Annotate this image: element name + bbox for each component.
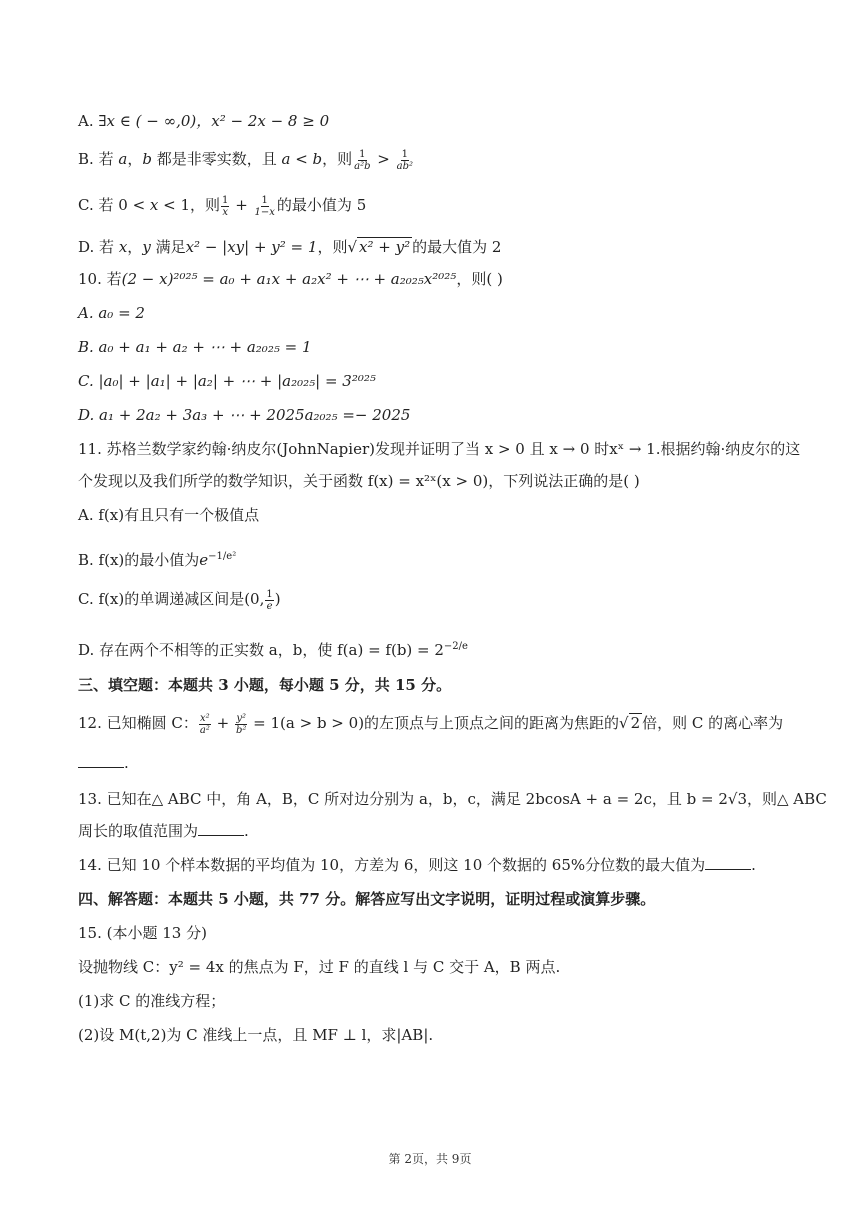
page-footer: 第 2页，共 9页 <box>388 1152 472 1166</box>
q10-option-a: A. a₀ = 2 <box>78 304 145 322</box>
q10-option-d: D. a₁ + 2a₂ + 3a₃ + ⋯ + 2025a₂₀₂₅ =− 2025 <box>78 406 411 424</box>
q11-option-c: C. f(x)的单调递减区间是(0, $\frac{1}{e}$ ) <box>78 588 281 612</box>
q12-stem: 12. 已知椭圆 C： $\frac{\text{x²}}{\text{a²}}$ + $\frac{\text{y²}}{\text{b²}}$ = 1(a > b > 0)的左顶点与上顶点之间的距离为焦距的√ 2 倍，则 C 的离心率为 <box>78 712 784 736</box>
q9-option-b: B. 若 a，b 都是非零实数，且 a < b，则 $\frac{1}{\text{a²b}}$ > $\frac{1}{\text{ab²}}$ <box>78 148 414 172</box>
q13-stem-line2: 周长的取值范围为 . <box>78 822 249 840</box>
fraction: $\frac{\text{x²}}{\text{a²}}$ <box>199 712 210 736</box>
q15-part2: (2)设 M(t,2)为 C 准线上一点，且 MF ⊥ l，求|AB|. <box>78 1026 434 1044</box>
fraction: $\frac{1}{x}$ <box>222 194 229 218</box>
fraction: $\frac{1}{e}$ <box>266 588 273 612</box>
q10-option-c: C. |a₀| + |a₁| + |a₂| + ⋯ + |a₂₀₂₅| = 3²⁰²⁵ <box>78 372 376 390</box>
section-3-heading: 三、填空题：本题共 3 小题，每小题 5 分，共 15 分。 <box>78 676 452 694</box>
q11-stem-line2: 个发现以及我们所学的数学知识，关于函数 f(x) = x²ˣ(x > 0)，下列说法正确的是( ) <box>78 472 640 490</box>
q11-stem-line1: 11. 苏格兰数学家约翰·纳皮尔(JohnNapier)发现并证明了当 x > 0 且 x → 0 时xˣ → 1.根据约翰·纳皮尔的这 <box>78 440 801 458</box>
answer-blank[interactable] <box>78 767 124 768</box>
q11-option-b: B. f(x)的最小值为$e^{-1/e^2}$ <box>78 551 237 569</box>
q9-option-c: C. 若 0 < x < 1，则 $\frac{1}{x}$ + $\frac{1}{1-x}$ 的最小值为 5 <box>78 194 367 218</box>
section-4-heading: 四、解答题：本题共 5 小题，共 77 分。解答应写出文字说明，证明过程或演算步骤。 <box>78 890 656 908</box>
fraction: $\frac{1}{\text{ab²}}$ <box>396 148 414 172</box>
q13-stem-line1: 13. 已知在△ ABC 中，角 A，B，C 所对边分别为 a，b，c，满足 2bcosA + a = 2c，且 b = 2√3，则△ ABC <box>78 790 827 808</box>
q15-stem: 设抛物线 C：y² = 4x 的焦点为 F，过 F 的直线 l 与 C 交于 A，B 两点. <box>78 958 561 976</box>
q15-part1: (1)求 C 的准线方程； <box>78 992 226 1010</box>
answer-blank[interactable] <box>705 869 751 870</box>
fraction: $\frac{1}{\text{a²b}}$ <box>354 148 371 172</box>
q9-option-d: D. 若 x，y 满足x² − |xy| + y² = 1，则√ x² + y² 的最大值为 2 <box>78 238 502 256</box>
q10-stem: 10. 若(2 − x)²⁰²⁵ = a₀ + a₁x + a₂x² + ⋯ + a₂₀₂₅x²⁰²⁵，则( ) <box>78 270 503 288</box>
q11-option-d: D. 存在两个不相等的正实数 a，b，使 $f(a) = f(b) = 2^{-2/e}$ <box>78 641 468 659</box>
q9-option-a: A. ∃x ∈ ( − ∞,0)，x² − 2x − 8 ≥ 0 <box>78 112 330 130</box>
q14-stem: 14. 已知 10 个样本数据的平均值为 10，方差为 6，则这 10 个数据的 65%分位数的最大值为 . <box>78 856 756 874</box>
fraction: $\frac{\text{y²}}{\text{b²}}$ <box>235 712 247 736</box>
answer-blank[interactable] <box>198 835 244 836</box>
q11-option-a: A. f(x)有且只有一个极值点 <box>78 506 260 524</box>
fraction: $\frac{1}{1-x}$ <box>254 194 275 218</box>
q15-title: 15. (本小题 13 分) <box>78 924 207 942</box>
q10-option-b: B. a₀ + a₁ + a₂ + ⋯ + a₂₀₂₅ = 1 <box>78 338 312 356</box>
q12-answer-line: . <box>78 752 800 774</box>
